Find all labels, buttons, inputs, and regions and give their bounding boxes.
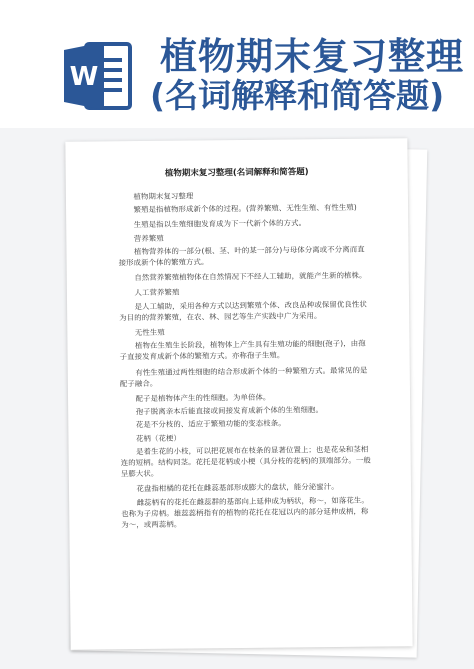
paragraph: 有性生殖通过两性细胞的结合形成新个体的一种繁殖方式。最常见的是配子融合。 xyxy=(119,365,368,389)
paragraph: 配子是植物体产生的性细胞。为单倍体。 xyxy=(135,392,271,404)
paragraph: 生殖是指以生殖细胞发育成为下一代新个体的方式。 xyxy=(133,218,307,230)
paragraph: 自然营养繁殖植物体在自然情况下不经人工辅助，就能产生新的植株。 xyxy=(134,270,367,283)
paragraph: 是着生花的小枝，可以把花展布在枝条的显著位置上；也是花朵和茎相连的短柄。结构同茎。花托是花柄或小梗（具分枝的花柄)的顶端部分。一般呈膨大状。 xyxy=(120,444,371,479)
page-title-line2: (名词解释和简答题) xyxy=(150,76,445,115)
paragraph: 无性生殖 xyxy=(134,327,165,338)
header-banner xyxy=(0,0,474,128)
document-title: 植物期末复习整理(名词解释和简答题) xyxy=(164,167,309,179)
paragraph: 花盘指柑橘的花托在雌蕊基部形成膨大的盘状，能分泌蜜汁。 xyxy=(136,482,339,494)
paragraph: 花柄（花梗） xyxy=(135,433,181,443)
document-page xyxy=(65,138,412,650)
paragraph: 雌蕊柄有的花托在雌蕊群的基部向上延伸成为柄状，称～，如落花生。 也称为子房柄。雄蕊蕊柄指有的植物的花托在花冠以内的部分延伸成柄，称为～，或两蕊柄。 xyxy=(121,495,369,530)
paragraph: 植物期末复习整理 xyxy=(133,191,194,202)
paragraph: 营养繁殖 xyxy=(133,233,164,243)
paragraph: 孢子脱离亲本后能直接或间接发育成新个体的生殖细胞。 xyxy=(135,405,324,417)
paragraph: 花是不分枝的、适应于繁殖功能的变态枝条。 xyxy=(135,418,286,430)
word-logo-letter: W xyxy=(69,62,99,92)
page-title-line1: 植物期末复习整理 xyxy=(160,35,464,78)
paragraph: 植物营养体的一部分(根、茎、叶的某一部分)与母体分离或不分离而直接形成新个体的繁殖方式。 xyxy=(118,244,365,268)
paragraph: 人工营养繁殖 xyxy=(134,288,180,298)
word-doc-icon xyxy=(62,36,134,116)
paragraph: 是人工辅助，采用各种方式以达到繁殖个体、改良品种或保留优良性状为目的的营养繁殖，在农、林、园艺等生产实践中广为采用。 xyxy=(119,299,367,323)
paragraph: 植物在生殖生长阶段，植物体上产生具有生殖功能的细胞(孢子)，由孢子直接发育成新个体的繁殖方式。亦称孢子生殖。 xyxy=(119,338,366,362)
paragraph: 繁殖是指植物形成新个体的过程。(营养繁殖、无性生殖、有性生殖) xyxy=(133,202,357,215)
document-body xyxy=(118,189,374,535)
